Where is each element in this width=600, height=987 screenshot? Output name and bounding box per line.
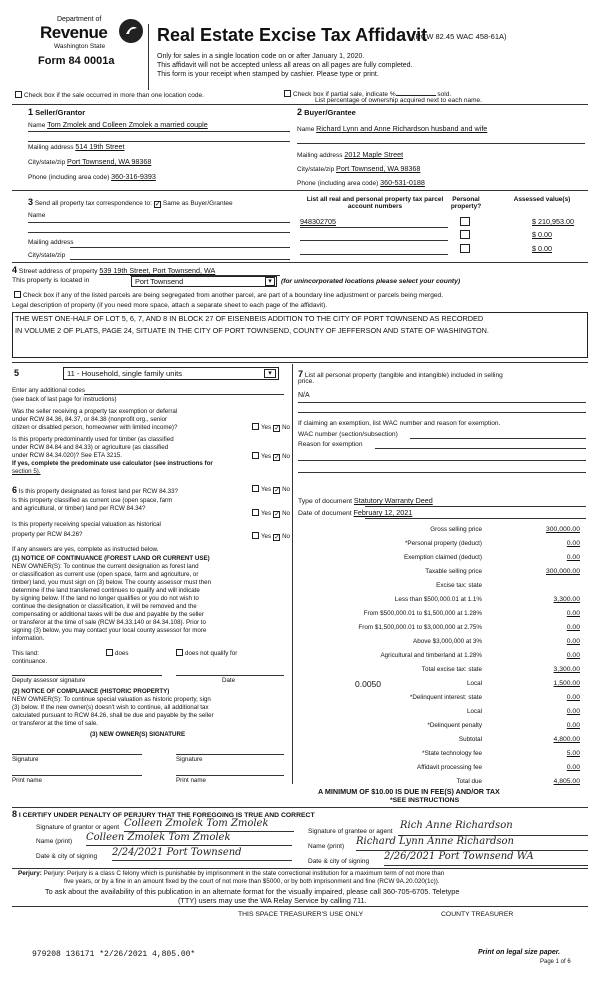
q-exemption-2: under RCW 84.36, 84.37, or 84.38 (nonprofit org., senior <box>12 416 168 423</box>
personal-property-value[interactable]: N/A <box>298 392 310 399</box>
q-timber-1: Is this property predominantly used for timber (as classified <box>12 436 174 443</box>
grantee-sig-label: Signature of grantee or agent <box>308 828 393 835</box>
historic-no-checkbox[interactable]: ✓ <box>274 534 280 541</box>
multi-location-label: Check box if the sale occurred in more than one location code. <box>24 92 204 99</box>
grantee-name-label: Name (print) <box>308 843 345 850</box>
notice-continuance-text: NEW OWNER(S): To continue the current designation as forest land or classification as current use (open space, farm and agriculture, or timber) land, you must sign on (3) below. The county assessor must then determine if the land transferred continues to qualify and will indicate by signing below. If the land no longer qualifies or you do not wish to continue the designation or classification, it will be removed and the compensating or additional taxes will be due and payable by the seller or transferor at the time of sale (RCW 84.33.140 or 84.34.108). Prior to signing (3) below, you may contact your local county assessor for more information. <box>12 563 212 642</box>
q-forest: 6 Is this property designated as forest land per RCW 84.33? <box>12 485 178 495</box>
section5-num: 5 <box>14 368 20 378</box>
segregated-row: Check box if any of the listed parcels are being segregated from another parcel, are part of a boundary line adjustment or parcels being merged. <box>12 291 443 300</box>
q-current-use-2: and agricultural, or timber) land per RCW 84.34? <box>12 505 146 512</box>
does-not-checkbox[interactable] <box>176 649 183 656</box>
personal-property-q2: price. <box>298 378 315 385</box>
seller-mail-row: Mailing address 514 19th Street <box>28 142 125 151</box>
wac-label: WAC number (section/subsection) <box>298 431 398 438</box>
seller-phone-row: Phone (including area code) 360-316-9393 <box>28 172 156 181</box>
calc-delinq-interest-label: *Delinquent interest: state <box>409 694 482 701</box>
does-not-option: does not qualify for <box>174 649 237 657</box>
calc-delinq-local-value[interactable]: 0.00 <box>566 708 580 715</box>
legal-description-box[interactable] <box>12 312 588 358</box>
calc-subtotal-value[interactable]: 4,800.00 <box>553 736 580 743</box>
calc-total-state-value[interactable]: 3,300.00 <box>553 666 580 673</box>
seller-phone[interactable]: 360-316-9393 <box>111 172 156 181</box>
assessed-value[interactable]: $ 0.00 <box>532 230 552 239</box>
assessed-value[interactable]: $ 210,953.00 <box>532 217 574 226</box>
q-historic-1: Is this property receiving special valuation as historical <box>12 521 161 528</box>
chevron-down-icon: ▾ <box>264 369 276 378</box>
q-timber-3: under RCW 84.34.020)? See ETA 3215. <box>12 452 122 459</box>
personal-property-checkbox[interactable] <box>460 244 470 253</box>
calc-tier2-label: From $500,000.01 to $1,500,000 at 1.28% <box>363 610 482 617</box>
segregated-checkbox[interactable] <box>14 291 21 298</box>
minimum-due: A MINIMUM OF $10.00 IS DUE IN FEE(S) AND/OR TAX <box>318 787 500 796</box>
new-owner-sig-title: (3) NEW OWNER(S) SIGNATURE <box>90 731 186 738</box>
current-use-yes-no: Yes ✓ No <box>250 509 290 518</box>
buyer-phone[interactable]: 360-531-0188 <box>380 178 425 187</box>
legal-line-2: IN VOLUME 2 OF PLATS, PAGE 24, SITUATE IN THE CITY OF PORT TOWNSEND, COUNTY OF JEFFERSON AND STATE OF WASHINGTON. <box>15 326 489 335</box>
grantor-date-city[interactable]: 2/24/2021 Port Townsend <box>112 847 242 858</box>
calc-delinq-interest-value[interactable]: 0.00 <box>566 694 580 701</box>
calc-agri-value[interactable]: 0.00 <box>566 652 580 659</box>
grantee-date-label: Date & city of signing <box>308 858 370 865</box>
perjury-line-1: Perjury: Perjury: Perjury is a class C felony which is punishable by imprisonment in the state correctional institution for a maximum term of not more than <box>18 870 445 877</box>
doc-date[interactable]: February 12, 2021 <box>353 508 413 517</box>
buyer-phone-row: Phone (including area code) 360-531-0188 <box>297 178 425 187</box>
doc-date-row: Date of document February 12, 2021 <box>298 508 413 517</box>
calc-tier2-value[interactable]: 0.00 <box>566 610 580 617</box>
timber-no-checkbox[interactable]: ✓ <box>274 454 280 461</box>
calc-exemption-value[interactable]: 0.00 <box>566 554 580 561</box>
calc-delinq-local-label: Local <box>466 708 482 715</box>
note-fully-completed: This affidavit will not be accepted unless all areas on all pages are fully completed. <box>157 62 413 69</box>
seller-city-row: City/state/zip Port Townsend, WA 98368 <box>28 157 152 166</box>
location-select[interactable] <box>131 276 277 287</box>
land-use-select[interactable] <box>63 367 279 380</box>
owner-signature-label-2: Signature <box>176 756 203 763</box>
timber-yes-checkbox[interactable] <box>252 452 259 459</box>
partial-sale-percent[interactable] <box>396 89 436 96</box>
buyer-heading: 2 Buyer/Grantee <box>297 107 356 117</box>
answers-note: If any answers are yes, complete as instructed below. <box>12 546 159 553</box>
personal-col-header: Personal property? <box>450 196 482 211</box>
local-rate: 0.0050 <box>355 679 381 689</box>
calc-penalty-value[interactable]: 0.00 <box>566 722 580 729</box>
timber-yes-no: Yes ✓ No <box>250 452 290 461</box>
historic-yes-checkbox[interactable] <box>252 532 259 539</box>
grantee-date-city[interactable]: 2/26/2021 Port Townsend WA <box>384 851 534 862</box>
reason-label: Reason for exemption <box>298 441 363 448</box>
multi-location-checkbox[interactable] <box>15 91 22 98</box>
grantee-signature[interactable]: Rich Anne Richardson <box>400 820 513 831</box>
calc-processing-fee-value[interactable]: 0.00 <box>566 764 580 771</box>
see-instructions: *SEE INSTRUCTIONS <box>390 797 460 804</box>
q-timber-5: section 5). <box>12 468 41 475</box>
county-treasurer: COUNTY TREASURER <box>441 911 514 918</box>
buyer-mailing-address[interactable]: 2012 Maple Street <box>344 150 404 159</box>
calc-tech-fee-label: *State technology fee <box>422 750 482 757</box>
buyer-city[interactable]: Port Townsend, WA 98368 <box>336 164 421 173</box>
sold-label: sold. <box>437 91 452 98</box>
calc-personal-value[interactable]: 0.00 <box>566 540 580 547</box>
accessibility-line-2: (TTY) users may use the WA Relay Service by calling 711. <box>178 896 367 905</box>
calc-processing-fee-label: Affidavit processing fee <box>417 764 482 771</box>
calc-agri-label: Agricultural and timberland at 1.28% <box>380 652 482 659</box>
page-number: Page 1 of 6 <box>540 959 571 965</box>
q-current-use-1: Is this property classified as current use (open space, farm <box>12 497 173 504</box>
buyer-name[interactable]: Richard Lynn and Anne Richardson husband and wife <box>316 124 488 133</box>
correspondence-row: 3 Send all property tax correspondence to: ✓ Same as Buyer/Grantee <box>28 197 233 208</box>
this-land-label: This land: <box>12 650 39 657</box>
grantee-print-name[interactable]: Richard Lynn Anne Richardson <box>356 836 514 847</box>
location-value: Port Townsend <box>135 277 184 286</box>
calc-excise-label: Excise tax: state <box>436 582 482 589</box>
legal-label: Legal description of property (if you need more space, attach a separate sheet to each page of the affidavit). <box>12 302 328 309</box>
calc-tier4-value[interactable]: 0.00 <box>566 638 580 645</box>
does-option: does <box>104 649 128 657</box>
corr-name-label: Name <box>28 212 46 219</box>
location-note: (for unincorporated locations please select your county) <box>281 278 461 285</box>
calc-taxable-label: Taxable selling price <box>425 568 482 575</box>
state-line: Washington State <box>54 43 106 50</box>
grantor-date-label: Date & city of signing <box>36 853 98 860</box>
forest-yes-no: Yes ✓ No <box>250 485 290 494</box>
partial-sale-checkbox[interactable] <box>284 90 291 97</box>
seller-heading: 1 Seller/Grantor <box>28 107 86 117</box>
deputy-signature-label: Deputy assessor signature <box>12 677 86 684</box>
assessed-col-header: Assessed value(s) <box>513 196 571 203</box>
buyer-name-row: Name Richard Lynn and Anne Richardson husband and wife <box>297 124 488 133</box>
seller-mailing-address[interactable]: 514 19th Street <box>75 142 125 151</box>
q-exemption-3: citizen or disabled person, homeowner with limited income)? <box>12 424 178 431</box>
calc-taxable-value[interactable]: 300,000.00 <box>545 568 580 575</box>
perjury-line-2: five years, or by a fine in an amount fixed by the court of not more than $5000, or by both imprisonment and fine (RCW 9A.20.020(1c)). <box>64 878 440 885</box>
parcel-account[interactable]: 948302705 <box>300 217 336 226</box>
form-citation: (RCW 82.45 WAC 458-61A) <box>413 32 507 41</box>
codes-note: (see back of last page for instructions) <box>12 396 117 403</box>
owner-print-label: Print name <box>12 777 42 784</box>
calc-personal-label: *Personal property (deduct) <box>404 540 482 547</box>
partial-sale-label: Check box if partial sale, indicate % <box>293 91 396 98</box>
land-use-value: 11 - Household, single family units <box>67 369 183 378</box>
property-street[interactable]: 539 19th Street, Port Townsend, WA <box>99 266 216 275</box>
personal-property-checkbox[interactable] <box>460 217 470 226</box>
doc-type[interactable]: Statutory Warranty Deed <box>353 496 433 505</box>
doc-type-row: Type of document Statutory Warranty Deed <box>298 496 433 505</box>
calc-tier1-value[interactable]: 3,300.00 <box>553 596 580 603</box>
q-timber-2: under RCW 84.84 and 84.33) or agriculture (as classified <box>12 444 169 451</box>
calc-local-value[interactable]: 1,500.00 <box>553 680 580 687</box>
personal-property-q: 7 List all personal property (tangible and intangible) included in selling <box>298 369 503 379</box>
grantor-print-name[interactable]: Colleen Zmolek Tom Zmolek <box>86 832 231 843</box>
accessibility-line-1: To ask about the availability of this publication in an alternate format for the visually impaired, please call 360-705-6705. Teletype <box>45 887 460 896</box>
calc-penalty-label: *Delinquent penalty <box>427 722 482 729</box>
location-row: This property is located in <box>12 277 90 284</box>
chevron-down-icon: ▾ <box>265 277 275 286</box>
notice-compliance-text: NEW OWNER(S): To continue special valuation as historic property, sign (3) below. If the new owner(s) doesn't wish to continue, all additional tax calculated pursuant to RCW 84.26, shall be due and payable by the seller or transferor at the time of sale. <box>12 696 214 727</box>
calc-exemption-label: Exemption claimed (deduct) <box>403 554 482 561</box>
form-title: Real Estate Excise Tax Affidavit <box>157 25 428 45</box>
header-divider <box>148 24 149 90</box>
cashier-receipt-stamp: 979208 136171 *2/26/2021 4,805.00* <box>32 950 196 959</box>
notice-continuance-title: (1) NOTICE OF CONTINUANCE (FOREST LAND OR CURRENT USE) <box>12 555 210 562</box>
legal-line-1: THE WEST ONE-HALF OF LOT 5, 6, 7, AND 8 IN BLOCK 27 OF EISENBEIS ADDITION TO THE CITY OF PORT TOWNSEND AS RECORDED <box>15 314 484 323</box>
does-checkbox[interactable] <box>106 649 113 656</box>
calc-total-state-label: Total excise tax: state <box>421 666 482 673</box>
codes-label: Enter any additional codes <box>12 387 85 394</box>
corr-mail-label: Mailing address <box>28 239 74 246</box>
calc-gross-label: Gross selling price <box>430 526 482 533</box>
note-receipt: This form is your receipt when stamped by cashier. Please type or print. <box>157 71 379 78</box>
calc-gross-value[interactable]: 300,000.00 <box>545 526 580 533</box>
notice-compliance-title: (2) NOTICE OF COMPLIANCE (HISTORIC PROPERTY) <box>12 688 170 695</box>
q-exemption-1: Was the seller receiving a property tax exemption or deferral <box>12 408 178 415</box>
grantor-sig-label: Signature of grantor or agent <box>36 824 120 831</box>
grantor-name-label: Name (print) <box>36 838 73 845</box>
grantor-signature[interactable]: Colleen Zmolek Tom Zmolek <box>124 818 269 829</box>
calc-total-due-label: Total due <box>456 778 482 785</box>
legal-paper-note: Print on legal size paper. <box>478 949 561 956</box>
continuance-label: continuance. <box>12 658 48 665</box>
calc-tier3-value[interactable]: 0.00 <box>566 624 580 631</box>
same-as-buyer-checkbox[interactable]: ✓ <box>154 201 161 208</box>
revenue-wordmark: Revenue <box>40 23 108 42</box>
buyer-city-row: City/state/zip Port Townsend, WA 98368 <box>297 164 421 173</box>
exemption-yes-no: Yes ✓ No <box>250 423 290 432</box>
forest-no-checkbox[interactable]: ✓ <box>274 487 280 494</box>
historic-yes-no: Yes ✓ No <box>250 532 290 541</box>
q-historic-2: property per RCW 84.26? <box>12 531 83 538</box>
street-row: 4 Street address of property 539 19th Street, Port Townsend, WA <box>12 265 216 275</box>
owner-print-label-2: Print name <box>176 777 206 784</box>
calc-tier4-label: Above $3,000,000 at 3% <box>413 638 482 645</box>
exemption-no-checkbox[interactable]: ✓ <box>274 425 280 432</box>
calc-subtotal-label: Subtotal <box>458 736 482 743</box>
personal-property-checkbox[interactable] <box>460 230 470 239</box>
current-use-yes-checkbox[interactable] <box>252 509 259 516</box>
revenue-logo-icon <box>118 18 144 44</box>
exemption-yes-checkbox[interactable] <box>252 423 259 430</box>
forest-yes-checkbox[interactable] <box>252 485 259 492</box>
seller-name[interactable]: Tom Zmolek and Colleen Zmolek a married couple <box>47 120 208 129</box>
deputy-date-label: Date <box>222 677 236 684</box>
q-timber-4: If yes, complete the predominate use calculator (see instructions for <box>12 460 213 467</box>
multi-location-check <box>13 91 204 99</box>
dept-line: Department of <box>57 16 102 23</box>
calc-tier1-label: Less than $500,000.01 at 1.1% <box>394 596 482 603</box>
header-rule <box>12 104 588 105</box>
calc-local-label: Local <box>466 680 482 687</box>
owner-signature-label: Signature <box>12 756 39 763</box>
ownership-note: List percentage of ownership acquired next to each name. <box>315 97 482 104</box>
form-number: Form 84 0001a <box>38 55 115 67</box>
current-use-no-checkbox[interactable]: ✓ <box>274 511 280 518</box>
certify-line: 8 I CERTIFY UNDER PENALTY OF PERJURY THAT THE FOREGOING IS TRUE AND CORRECT <box>12 809 315 819</box>
corr-city-label: City/state/zip <box>28 252 66 259</box>
treasurer-use: THIS SPACE TREASURER'S USE ONLY <box>238 911 364 918</box>
exemption-note: If claiming an exemption, list WAC number and reason for exemption. <box>298 420 501 427</box>
calc-tier3-label: From $1,500,000.01 to $3,000,000 at 2.75% <box>358 624 482 631</box>
calc-tech-fee-value[interactable]: 5.00 <box>566 750 580 757</box>
parcel-col-header: List all real and personal property tax parcel account numbers <box>306 196 444 211</box>
seller-city[interactable]: Port Townsend, WA 98368 <box>67 157 152 166</box>
note-single-location: Only for sales in a single location code on or after January 1, 2020. <box>157 53 365 60</box>
assessed-value[interactable]: $ 0.00 <box>532 244 552 253</box>
buyer-mail-row: Mailing address 2012 Maple Street <box>297 150 404 159</box>
seller-name-row: Name Tom Zmolek and Colleen Zmolek a married couple <box>28 120 208 129</box>
calc-total-due-value[interactable]: 4,805.00 <box>553 778 580 785</box>
